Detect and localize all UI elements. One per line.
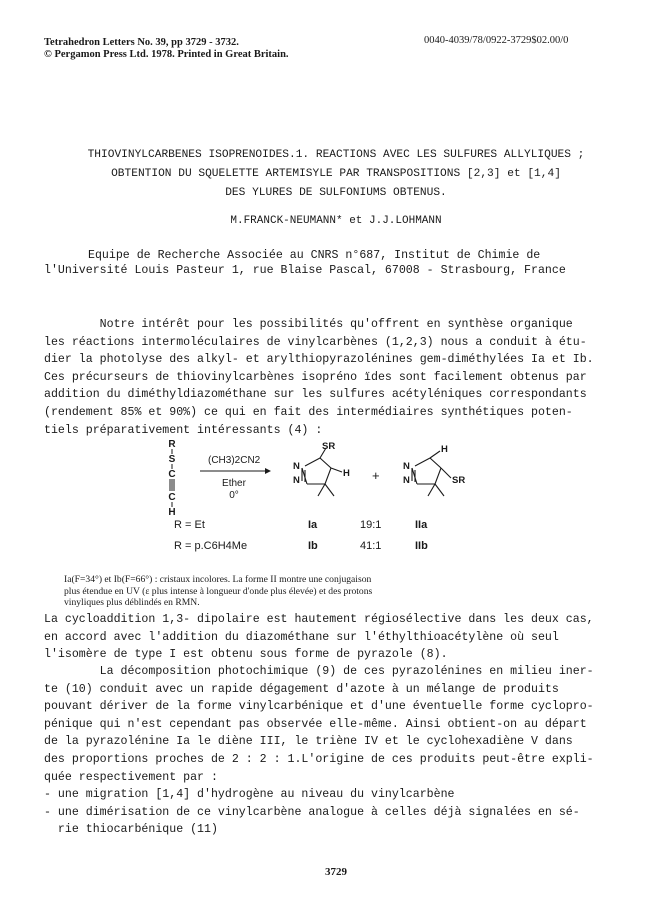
compound-label: IIa bbox=[415, 519, 428, 531]
text-line: de la pyrazolénine Ia le diène III, le triène IV et le cyclohexadiène V dans bbox=[44, 735, 573, 749]
pyrazolenine-I-structure bbox=[302, 448, 342, 496]
text-line: en accord avec l'addition du diazométhane sur l'éthylthioacétylène où seul bbox=[44, 630, 559, 644]
alkyne-structure bbox=[168, 439, 176, 518]
text-line: les réactions intermoléculaires de vinylcarbènes (1,2,3) nous a conduit à étu- bbox=[44, 335, 587, 349]
alkyne-label: H bbox=[168, 507, 176, 518]
footnote-line: plus étendue en UV (ε plus intense à longueur d'onde plus élevée) et des protons bbox=[64, 585, 373, 597]
r-substituent: R = p.C6H4Me bbox=[174, 540, 248, 552]
compound-label: Ib bbox=[308, 540, 318, 552]
text-line: La cycloaddition 1,3- dipolaire est hautement régiosélective dans les deux cas, bbox=[44, 613, 594, 626]
title-line-2: OBTENTION DU SQUELETTE ARTEMISYLE PAR TRANSPOSITIONS [2,3] et [1,4] bbox=[111, 168, 561, 180]
title-line-3: DES YLURES DE SULFONIUMS OBTENUS. bbox=[225, 187, 447, 199]
arrow-head-icon bbox=[265, 468, 271, 474]
text-line: tiels préparativement intéressants (4) : bbox=[44, 423, 323, 437]
text-line: des proportions proches de 2 : 2 : 1.L'origine de ces produits peut-être expli- bbox=[44, 752, 594, 766]
text-line: La décomposition photochimique (9) de ces pyrazolénines en milieu iner- bbox=[44, 665, 594, 678]
alkyne-label: R bbox=[168, 439, 176, 450]
n-label: N bbox=[403, 475, 410, 486]
text-line: addition du diméthyldiazométhane sur les sulfures acétyléniques correspondants bbox=[44, 388, 587, 402]
paragraph-1 bbox=[44, 316, 594, 439]
sr-label: SR bbox=[452, 475, 466, 486]
compound-label: IIb bbox=[415, 540, 428, 552]
text-line: pouvant dériver de la forme vinylcarbénique et d'une éventuelle forme cyclopro- bbox=[44, 700, 594, 714]
sr-label: SR bbox=[322, 441, 336, 452]
pyrazolenine-II-structure bbox=[412, 451, 451, 496]
footnote bbox=[64, 574, 372, 609]
n-label: N bbox=[403, 461, 410, 472]
text-line: dier la photolyse des alkyl- et arylthiopyrazolénines gem-diméthylées Ia et Ib. bbox=[44, 353, 594, 367]
solvent-label: Ether bbox=[222, 478, 246, 489]
paragraph-3 bbox=[44, 663, 594, 839]
text-line: quée respectivement par : bbox=[44, 770, 218, 784]
text-line: (rendement 85% et 90%) ce qui en fait des intermédiaires synthétiques poten- bbox=[44, 405, 573, 419]
text-line: pénique qui n'est cependant pas observée elle-même. Ainsi obtient-on au départ bbox=[44, 717, 587, 731]
n-label: N bbox=[293, 475, 300, 486]
reagent-label: (CH3)2CN2 bbox=[208, 455, 261, 466]
text-line: te (10) conduit avec un rapide dégagement d'azote à un mélange de produits bbox=[44, 682, 559, 696]
n-label: N bbox=[293, 461, 300, 472]
text-line: Notre intérêt pour les possibilités qu'offrent en synthèse organique bbox=[44, 318, 573, 331]
text-line: Ces précurseurs de thiovinylcarbènes isopréno ïdes sont facilement obtenus par bbox=[44, 370, 587, 384]
isomer-ratio: 41:1 bbox=[360, 540, 382, 552]
journal-line: Tetrahedron Letters No. 39, pp 3729 - 3732. bbox=[44, 37, 239, 48]
paragraph-2 bbox=[44, 611, 594, 664]
compound-label: Ia bbox=[308, 519, 318, 531]
plus-sign: + bbox=[372, 468, 380, 483]
article-code: 0040-4039/78/0922-3729$02.00/0 bbox=[424, 35, 569, 46]
title-line-1: THIOVINYLCARBENES ISOPRENOIDES.1. REACTIONS AVEC LES SULFURES ALLYLIQUES ; bbox=[87, 149, 585, 161]
affiliation-line-2: l'Université Louis Pasteur 1, rue Blaise Pascal, 67008 - Strasbourg, France bbox=[44, 264, 566, 277]
footnote-line: Ia(F=34°) et Ib(F=66°) : cristaux incolores. La forme II montre une conjugaison bbox=[64, 574, 372, 585]
publisher-line: © Pergamon Press Ltd. 1978. Printed in Great Britain. bbox=[44, 49, 289, 60]
page-number: 3729 bbox=[325, 866, 347, 878]
text-line: - une migration [1,4] d'hydrogène au niveau du vinylcarbène bbox=[44, 788, 455, 802]
affiliation-line-1: Equipe de Recherche Associée au CNRS n°687, Institut de Chimie de bbox=[88, 249, 541, 262]
isomer-ratio: 19:1 bbox=[360, 519, 382, 531]
alkyne-label: C bbox=[168, 492, 176, 503]
text-line: - une dimérisation de ce vinylcarbène analogue à celles déjà signalées en sé- bbox=[44, 805, 580, 819]
h-label: H bbox=[343, 468, 350, 479]
temperature-label: 0° bbox=[229, 490, 239, 501]
r-substituent: R = Et bbox=[174, 519, 205, 531]
alkyne-label: C bbox=[168, 469, 176, 480]
text-line: rie thiocarbénique (11) bbox=[44, 823, 218, 837]
authors: M.FRANCK-NEUMANN* et J.J.LOHMANN bbox=[230, 215, 442, 227]
h-label: H bbox=[441, 444, 448, 455]
alkyne-label: S bbox=[168, 454, 176, 465]
text-line: l'isomère de type I est obtenu sous forme de pyrazole (8). bbox=[44, 648, 448, 662]
reaction-scheme bbox=[150, 438, 530, 568]
footnote-line: vinyliques plus déblindés en RMN. bbox=[64, 597, 200, 609]
